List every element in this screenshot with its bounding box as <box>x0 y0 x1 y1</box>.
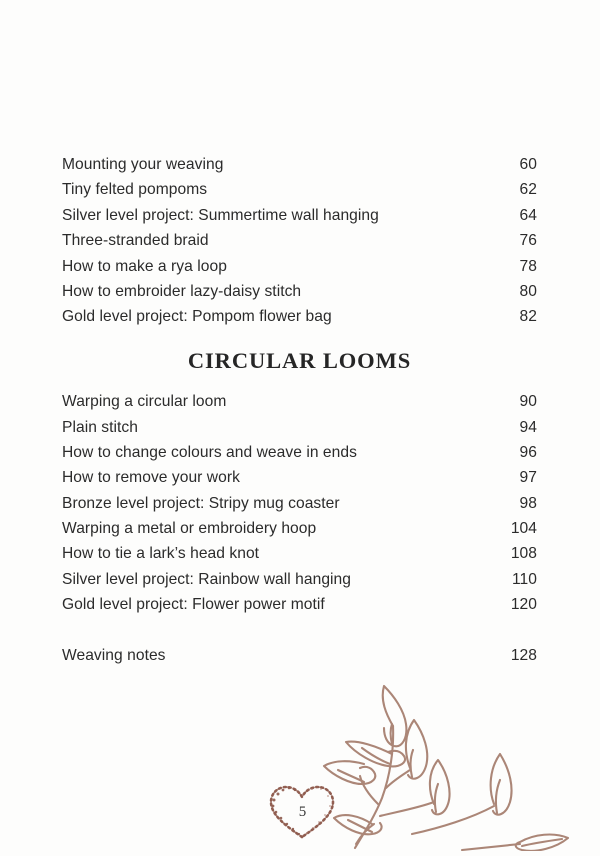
toc-entry-title: Mounting your weaving <box>62 156 224 173</box>
toc-entry-page-number: 97 <box>519 469 537 487</box>
toc-entry-page-number: 120 <box>510 596 537 614</box>
toc-entry-page-number: 82 <box>519 308 537 326</box>
toc-entry[interactable] <box>62 203 537 228</box>
page-number-badge <box>262 778 342 844</box>
toc-entry-title: Tiny felted pompoms <box>62 181 208 199</box>
toc-entry-title: How to remove your work <box>62 469 240 487</box>
toc-entry[interactable] <box>62 567 537 592</box>
toc-entry-page-number: 94 <box>519 418 537 436</box>
toc-entry[interactable] <box>62 304 537 329</box>
toc-entry[interactable] <box>62 541 537 566</box>
toc-dot-leader <box>231 270 503 271</box>
toc-entry[interactable] <box>62 152 537 177</box>
toc-entry-title: Bronze level project: Stripy mug coaster <box>62 494 340 512</box>
toc-dot-leader <box>344 507 503 508</box>
toc-dot-leader <box>211 193 503 194</box>
toc-entry[interactable] <box>62 465 537 490</box>
toc-spacer <box>62 618 537 643</box>
toc-entry-title: Gold level project: Flower power motif <box>62 596 325 614</box>
toc-entry-title: Weaving notes <box>62 647 166 665</box>
toc-entry-title: Silver level project: Rainbow wall hanging <box>62 570 352 588</box>
toc-dot-leader <box>361 456 503 457</box>
toc-entry-page-number: 110 <box>511 570 537 588</box>
toc-entry-page-number: 60 <box>519 156 537 173</box>
toc-entry[interactable] <box>62 389 537 414</box>
toc-entry-page-number: 96 <box>519 443 537 461</box>
toc-entry-title: How to change colours and weave in ends <box>62 443 357 461</box>
toc-dot-leader <box>383 219 503 220</box>
page-number: 5 <box>298 803 307 820</box>
toc-entry-page-number: 78 <box>519 257 537 275</box>
toc-dot-leader <box>305 295 503 296</box>
toc-entry-title: Silver level project: Summertime wall hanging <box>62 206 379 224</box>
toc-entry-title: Three-stranded braid <box>62 232 209 250</box>
toc-entry-page-number: 108 <box>510 545 537 563</box>
toc-dot-leader <box>336 320 503 321</box>
toc-entry-page-number: 98 <box>519 494 537 512</box>
toc-entry[interactable] <box>62 177 537 202</box>
toc-entry[interactable] <box>62 491 537 516</box>
toc-entry-page-number: 128 <box>510 647 537 665</box>
toc-entry-page-number: 62 <box>519 181 537 199</box>
toc-entry-page-number: 90 <box>519 393 537 411</box>
table-of-contents <box>62 152 537 668</box>
toc-entry[interactable] <box>62 516 537 541</box>
toc-entry-page-number: 76 <box>519 232 537 250</box>
toc-entry[interactable] <box>62 254 537 279</box>
toc-entry-title: How to embroider lazy-daisy stitch <box>62 282 302 300</box>
toc-dot-leader <box>320 532 503 533</box>
toc-dot-leader <box>213 244 503 245</box>
toc-entry[interactable] <box>62 440 537 465</box>
toc-dot-leader <box>263 557 503 558</box>
toc-entry-page-number: 104 <box>510 520 537 538</box>
toc-dot-leader <box>142 431 503 432</box>
toc-entry-title: Gold level project: Pompom flower bag <box>62 308 332 326</box>
toc-entry-title: How to make a rya loop <box>62 257 227 275</box>
toc-dot-leader <box>329 608 503 609</box>
toc-entry-title: Warping a metal or embroidery hoop <box>62 520 317 538</box>
toc-dot-leader <box>244 481 503 482</box>
toc-entry-title: Warping a circular loom <box>62 393 227 411</box>
toc-dot-leader <box>170 659 503 660</box>
toc-dot-leader <box>230 405 503 406</box>
toc-dot-leader <box>227 168 503 169</box>
toc-entry-page-number: 64 <box>519 206 537 224</box>
toc-entry-page-number: 80 <box>519 282 537 300</box>
toc-entry[interactable] <box>62 228 537 253</box>
toc-entry-title: How to tie a lark’s head knot <box>62 545 260 563</box>
toc-entry[interactable] <box>62 592 537 617</box>
section-heading: CIRCULAR LOOMS <box>187 347 412 373</box>
leafy-branch-illustration <box>322 676 592 851</box>
toc-entry-title: Plain stitch <box>62 418 139 436</box>
toc-entry[interactable] <box>62 279 537 304</box>
toc-entry[interactable] <box>62 415 537 440</box>
toc-entry[interactable] <box>62 643 537 668</box>
toc-dot-leader <box>355 583 503 584</box>
